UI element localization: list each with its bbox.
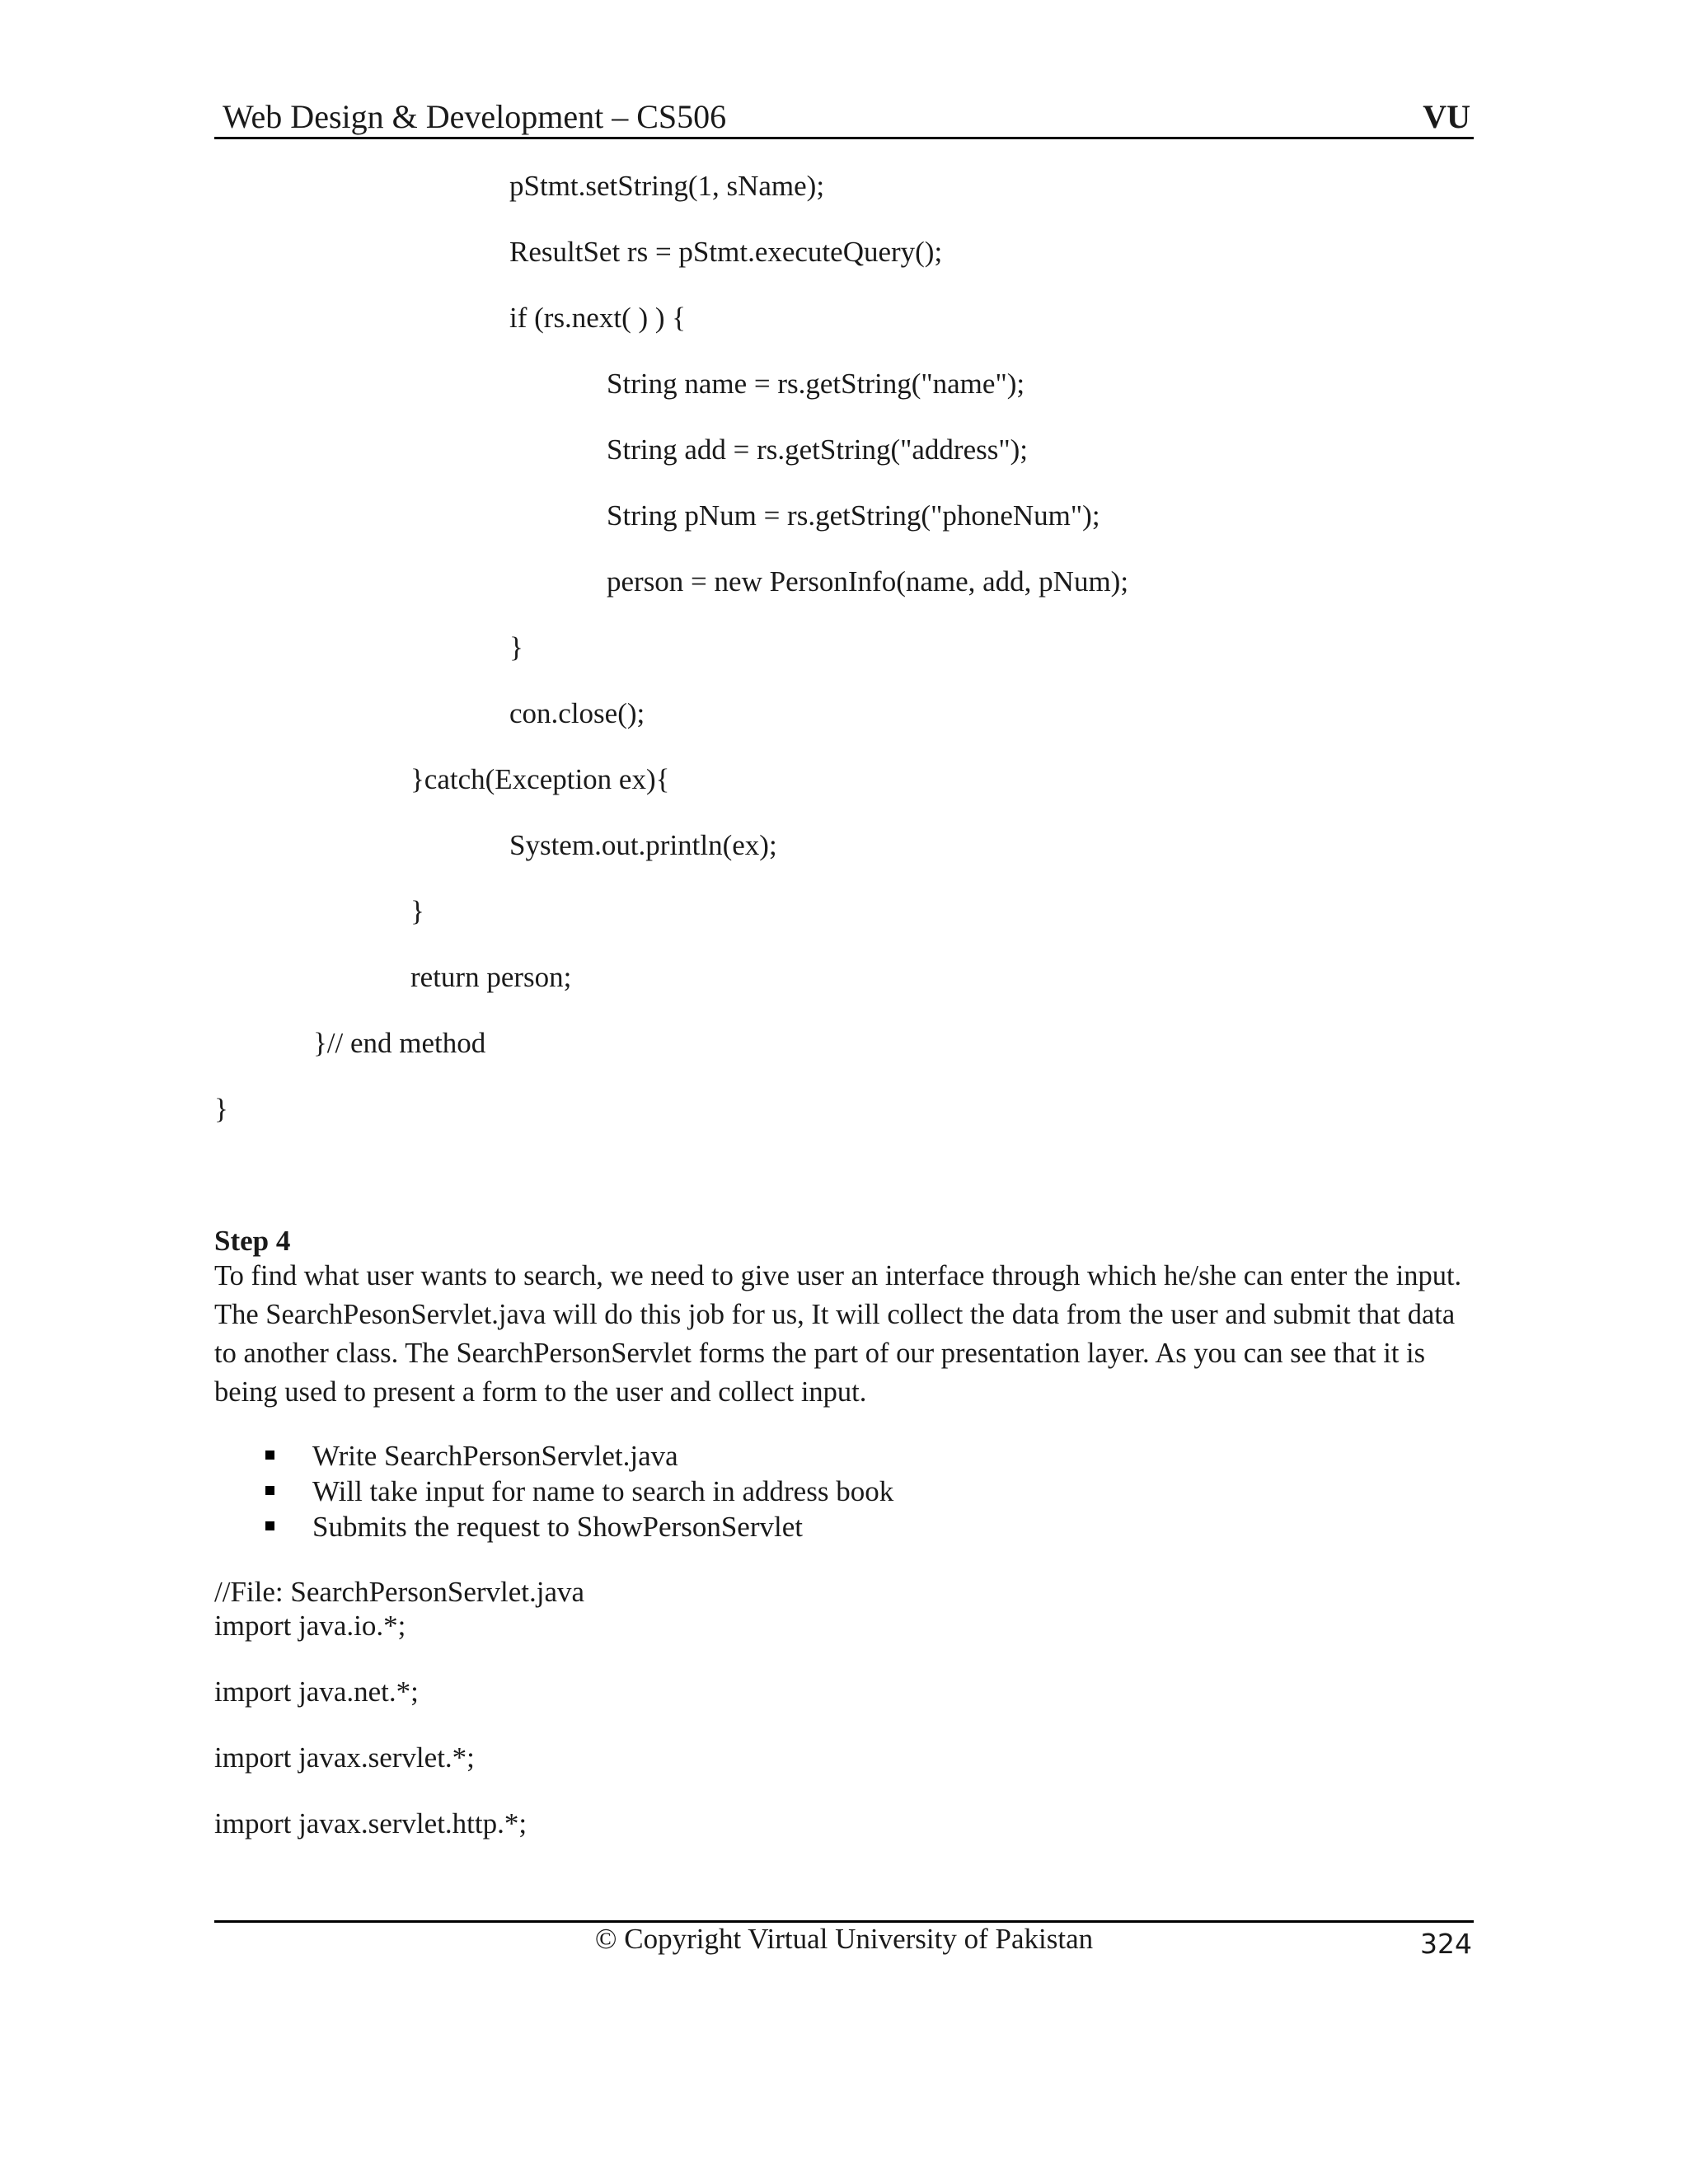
vu-logo-text: VU (1423, 98, 1470, 135)
paragraph-line: to another class. The SearchPersonServlet forms the part of our presentation layer. As you can see that it is (214, 1338, 1426, 1369)
square-bullet-icon (265, 1486, 274, 1495)
paragraph-line: being used to present a form to the user and collect input. (214, 1376, 867, 1408)
square-bullet-icon (265, 1451, 274, 1460)
section-heading: Step 4 (214, 1225, 291, 1257)
code-line: } (509, 631, 523, 663)
code-line: }// end method (313, 1027, 486, 1059)
list-item (214, 1474, 1451, 1509)
page-number: 324 (1420, 1928, 1472, 1960)
code-line: import java.io.*; (214, 1610, 406, 1642)
course-title: Web Design & Development – CS506 (223, 98, 727, 135)
list-item-text: Submits the request to ShowPersonServlet (312, 1511, 803, 1543)
copyright-notice: © Copyright Virtual University of Pakistan (594, 1923, 1094, 1955)
code-line: String name = rs.getString("name"); (607, 368, 1025, 400)
body-paragraph (214, 1257, 1508, 1412)
paragraph-line: To find what user wants to search, we need to give user an interface through which he/she can enter the input. (214, 1260, 1462, 1291)
code-line: con.close(); (509, 697, 645, 729)
code-line: if (rs.next( ) ) { (509, 302, 687, 334)
code-line: return person; (410, 961, 572, 993)
code-line: } (214, 1093, 228, 1125)
list-item (214, 1509, 1451, 1544)
code-line: person = new PersonInfo(name, add, pNum); (607, 565, 1129, 598)
code-line: import javax.servlet.http.*; (214, 1807, 528, 1840)
code-line: String add = rs.getString("address"); (607, 434, 1029, 466)
code-line: import javax.servlet.*; (214, 1741, 475, 1774)
code-line: } (410, 895, 424, 927)
code-comment: //File: SearchPersonServlet.java (214, 1576, 585, 1608)
list-item-text: Will take input for name to search in address book (312, 1475, 894, 1507)
code-line: String pNum = rs.getString("phoneNum"); (607, 499, 1100, 532)
code-line: }catch(Exception ex){ (410, 763, 670, 795)
list-item (214, 1438, 1451, 1474)
bullet-list (214, 1438, 1451, 1544)
code-line: ResultSet rs = pStmt.executeQuery(); (509, 236, 943, 268)
paragraph-line: The SearchPesonServlet.java will do this job for us, It will collect the data from the user and submit that data (214, 1299, 1456, 1330)
code-line: pStmt.setString(1, sName); (509, 170, 825, 202)
square-bullet-icon (265, 1521, 274, 1530)
code-line: import java.net.*; (214, 1675, 419, 1708)
page-header (214, 92, 1474, 139)
list-item-text: Write SearchPersonServlet.java (312, 1440, 678, 1472)
code-line: System.out.println(ex); (509, 829, 777, 861)
